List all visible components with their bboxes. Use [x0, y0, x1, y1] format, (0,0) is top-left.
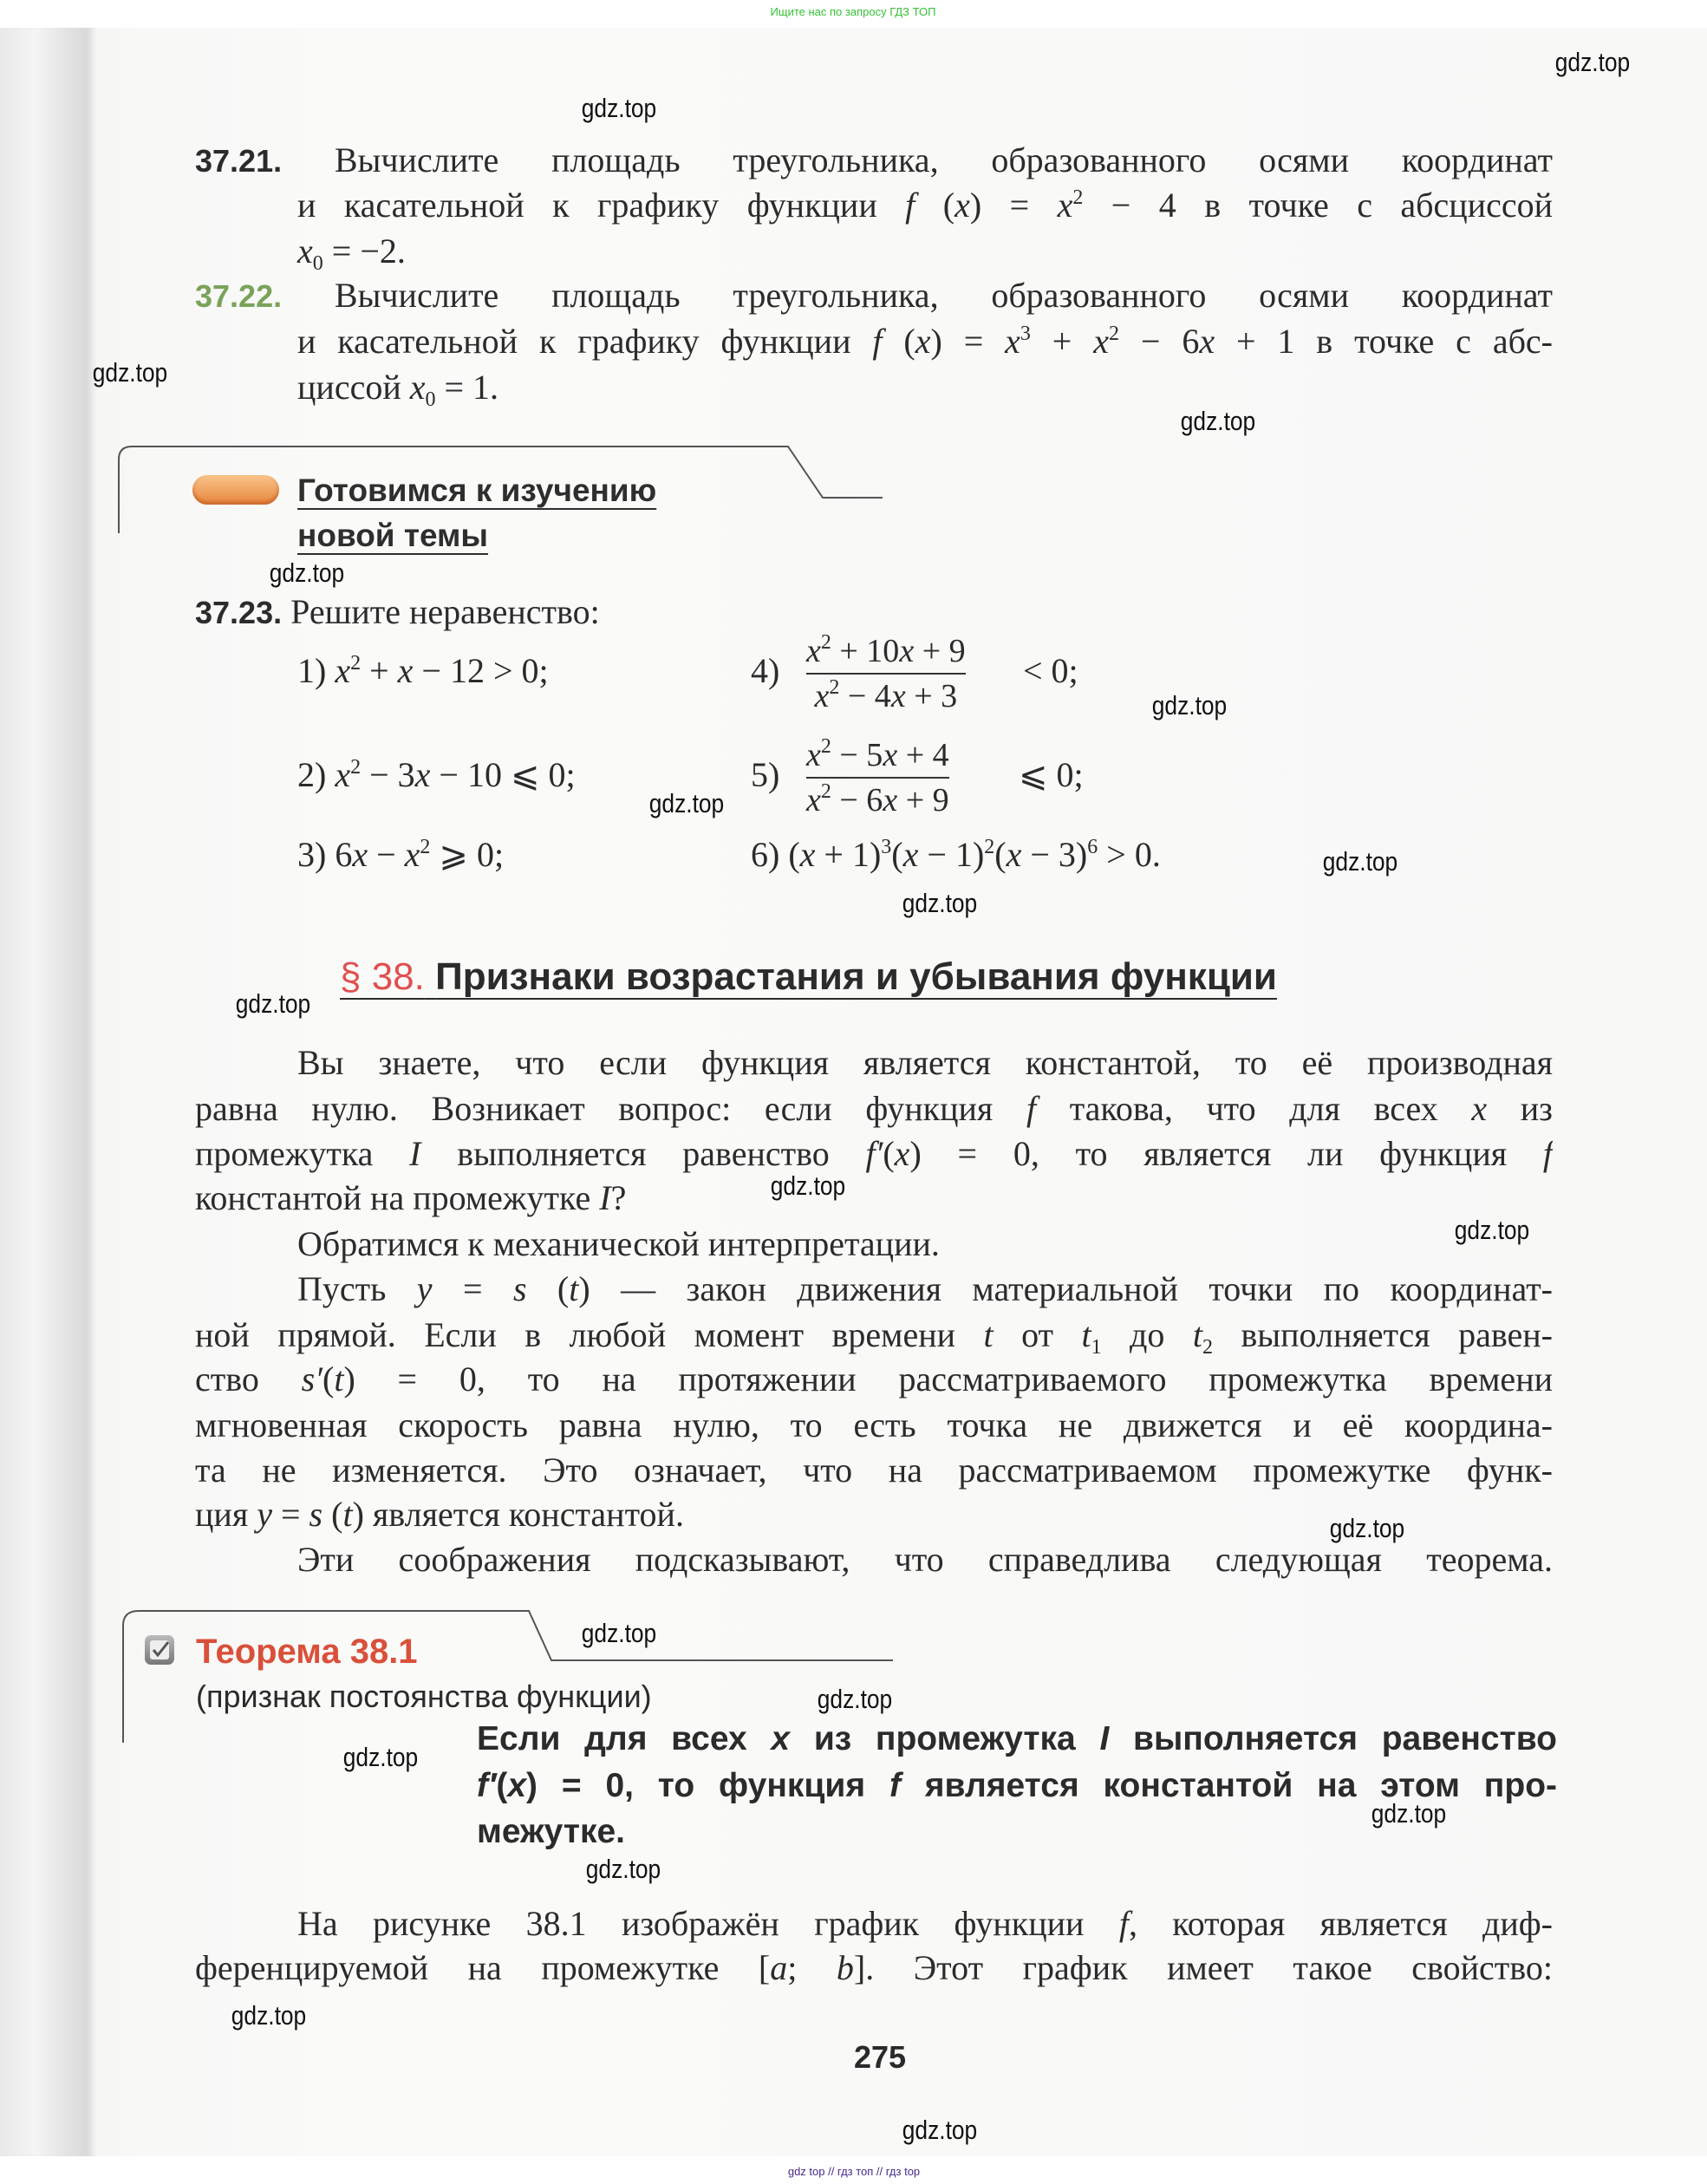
text-run: < 0; [1023, 651, 1078, 690]
math-var: y [257, 1495, 272, 1534]
watermark: gdz.top [342, 1742, 419, 1772]
text-run: 2) [297, 755, 336, 794]
text-run: ⩾ 0; [430, 835, 505, 874]
inequality-6 [751, 832, 1161, 877]
math-var: s [512, 1269, 527, 1308]
prep-heading-line: новой темы [297, 518, 489, 553]
math-var: x [414, 755, 431, 794]
math-var: x [771, 1720, 791, 1757]
text-run: выполняется равен- [1212, 1315, 1553, 1354]
watermark: gdz.top [581, 93, 657, 123]
text-run: и касательной к графику функции [297, 186, 906, 225]
math-var: x [409, 368, 426, 407]
math-var: f′ [477, 1767, 497, 1804]
text-run: ( [915, 186, 955, 225]
watermark: gdz.top [817, 1684, 893, 1714]
math-var: f [872, 322, 883, 361]
text-run: ; [787, 1948, 837, 1987]
theorem-subtitle: (признак постоянства функции) [196, 1679, 652, 1714]
text-run: − 3 [361, 755, 415, 794]
body-line [195, 1357, 1553, 1402]
text-run: и касательной к графику функции [297, 322, 873, 361]
text-run: ? [610, 1178, 627, 1217]
inequality-4-label [751, 649, 779, 694]
text-run: константой на промежутке [195, 1178, 600, 1217]
text-run: − 3) [1021, 835, 1088, 874]
math-var: f′ [865, 1134, 883, 1173]
text-run: Эти соображения подсказывают, что справедлива следующая теорема. [297, 1540, 1553, 1579]
watermark: gdz.top [235, 988, 311, 1019]
text-run: та не изменяется. Это означает, что на рассматриваемом промежутке функ- [195, 1451, 1553, 1490]
superscript: 2 [350, 652, 362, 675]
footer-links[interactable]: gdz top // гдз топ // гдз top [787, 2165, 921, 2178]
text-run: 3) 6 [297, 835, 353, 874]
math-var: t [342, 1495, 353, 1534]
superscript: 2 [820, 631, 831, 654]
math-var: x [806, 782, 821, 818]
text-run: ⩽ 0; [1019, 755, 1084, 794]
text-run: Вычислите площадь треугольника, образованного осями координат [282, 276, 1553, 315]
math-var: x [352, 835, 368, 874]
watermark: gdz.top [902, 2115, 978, 2145]
text-run: 5) [751, 755, 780, 794]
section-number: § 38. [340, 955, 425, 998]
math-var: x [883, 737, 898, 773]
text-run: ( [496, 1767, 508, 1804]
inequality-3 [297, 832, 504, 877]
text-run: ( [323, 1495, 343, 1534]
text-run: межутке. [477, 1813, 625, 1850]
body-line [297, 1901, 1553, 1946]
math-var: x [806, 737, 821, 773]
math-var: x [894, 1134, 910, 1173]
watermark: gdz.top [902, 888, 978, 918]
numerator [806, 629, 966, 673]
text-run: ( [891, 835, 903, 874]
body-line [195, 1131, 1553, 1177]
text-run: Если для всех [477, 1720, 772, 1757]
superscript: 2 [984, 836, 995, 858]
math-var: x [1005, 322, 1020, 361]
denominator [815, 675, 958, 718]
math-var: t [569, 1269, 579, 1308]
math-var: x [883, 782, 898, 818]
math-var: f [1026, 1089, 1037, 1128]
superscript: 2 [1109, 323, 1119, 345]
text-run: На рисунке 38.1 изображён график функции [297, 1904, 1119, 1943]
watermark: gdz.top [1322, 846, 1398, 877]
text-run: выполняется равенство [420, 1134, 866, 1173]
text-run: − 6 [831, 782, 883, 818]
text-run: Вы знаете, что если функция является константой, то её производная [297, 1043, 1553, 1082]
checkbox-icon [145, 1635, 174, 1665]
theorem-title: Теорема 38.1 [196, 1633, 418, 1671]
inequality-5-label [751, 753, 779, 798]
text-run: = −2. [323, 231, 406, 271]
math-var: x [1057, 186, 1073, 225]
watermark: gdz.top [581, 1618, 657, 1648]
watermark: gdz.top [1180, 406, 1256, 436]
body-line [195, 1946, 1553, 1991]
orange-pill-icon [192, 475, 279, 505]
body-line [297, 1040, 1553, 1085]
text-run: ) — закон движения материальной точки по координат- [578, 1269, 1553, 1308]
math-var: x [335, 755, 351, 794]
watermark: gdz.top [231, 2000, 307, 2031]
inequality-5-tail [1019, 753, 1084, 798]
body-line [195, 1176, 626, 1221]
text-run: − 10 ⩽ 0; [430, 755, 576, 794]
text-run: − 4 [839, 678, 891, 714]
watermark: gdz.top [1454, 1215, 1530, 1245]
math-var: s [309, 1495, 323, 1534]
text-run: + 1) [815, 835, 882, 874]
problem-37-23-title [195, 590, 600, 635]
text-run: − [368, 835, 405, 874]
body-line [195, 1403, 1553, 1448]
subscript: 2 [1202, 1336, 1213, 1358]
math-var: x [814, 678, 830, 714]
watermark: gdz.top [1151, 690, 1228, 720]
text-run: 1) [297, 651, 336, 690]
text-run: Обратимся к механической интерпретации. [297, 1224, 940, 1263]
text-run: + 9 [897, 782, 949, 818]
math-var: x [1006, 835, 1022, 874]
denominator [806, 779, 949, 822]
text-run: ) = 0, то функция [526, 1767, 889, 1804]
math-var: f [889, 1767, 901, 1804]
math-var: a [770, 1948, 788, 1987]
page-number: 275 [853, 2039, 907, 2075]
math-var: I [599, 1178, 611, 1217]
watermark: gdz.top [1554, 47, 1631, 77]
superscript: 2 [350, 756, 362, 779]
text-run: Пусть [297, 1269, 417, 1308]
text-run: ) = [930, 322, 1006, 361]
inequality-1 [297, 649, 549, 694]
body-line [195, 1086, 1553, 1131]
math-var: x [899, 633, 915, 669]
text-run: ция [195, 1495, 257, 1534]
text-run: + 10 [831, 633, 900, 669]
watermark: gdz.top [269, 557, 345, 588]
watermark: gdz.top [92, 357, 168, 388]
text-run: 4) [751, 651, 780, 690]
body-line [195, 1313, 1553, 1358]
math-var: x [890, 678, 906, 714]
problem-number: 37.22. [195, 278, 283, 314]
text-run: > 0. [1098, 835, 1161, 874]
text-run: ) = 0, то является ли функция [909, 1134, 1543, 1173]
text-run: ]. Этот график имеет такое свойство: [853, 1948, 1553, 1987]
watermark: gdz.top [585, 1854, 661, 1884]
math-var: x [335, 651, 351, 690]
math-var: x [1471, 1089, 1488, 1128]
text-run: + [361, 651, 398, 690]
math-var: x [404, 835, 420, 874]
text-run: = [271, 1495, 309, 1534]
text-run: Решите неравенство: [282, 592, 600, 631]
math-var: f [1118, 1904, 1129, 1943]
text-run: ) является константой. [352, 1495, 684, 1534]
text-run: является константой на этом про- [900, 1767, 1557, 1804]
body-line [195, 1492, 684, 1537]
text-run: ( [322, 1359, 335, 1398]
subscript: 0 [312, 252, 323, 275]
text-run: ( [883, 1134, 895, 1173]
math-var: x [1093, 322, 1109, 361]
text-run: , которая является диф- [1128, 1904, 1553, 1943]
math-var: f [905, 186, 915, 225]
text-run: циссой [297, 368, 410, 407]
superscript: 2 [820, 735, 831, 758]
section-heading [340, 954, 1277, 1001]
superscript: 3 [1020, 323, 1031, 345]
text-run: из [1487, 1089, 1553, 1128]
subscript: 0 [425, 388, 436, 411]
text-run: − 6 [1119, 322, 1200, 361]
superscript: 2 [820, 780, 831, 803]
math-var: I [1099, 1720, 1110, 1757]
text-run: − 4 в точке с абсциссой [1083, 186, 1553, 225]
text-run: выполняется равенство [1109, 1720, 1557, 1757]
text-run: 6) ( [751, 835, 800, 874]
math-var: s′ [301, 1359, 323, 1398]
text-run: ( [882, 322, 915, 361]
text-run: такова, что для всех [1036, 1089, 1472, 1128]
math-var: y [416, 1269, 433, 1308]
math-var: x [902, 835, 919, 874]
math-var: t [983, 1315, 994, 1354]
math-var: x [806, 633, 821, 669]
section-title: Признаки возрастания и убывания функции [435, 955, 1277, 998]
top-banner: Ищите нас по запросу ГДЗ ТОП [770, 5, 936, 18]
theorem-statement-line [477, 1717, 1557, 1762]
superscript: 2 [1072, 186, 1084, 209]
body-line [195, 1448, 1553, 1493]
math-var: t [1192, 1315, 1202, 1354]
text-run: ( [526, 1269, 570, 1308]
text-run: ) = [969, 186, 1058, 225]
subscript: 1 [1091, 1336, 1102, 1358]
superscript: 2 [420, 836, 431, 858]
text-run: + 9 [914, 633, 966, 669]
math-var: x [799, 835, 816, 874]
text-run: до [1101, 1315, 1193, 1354]
text-run: Вычислите площадь треугольника, образованного осями координат [282, 140, 1553, 179]
problem-number: 37.23. [195, 595, 283, 630]
watermark: gdz.top [648, 788, 725, 818]
math-var: x [1199, 322, 1215, 361]
math-var: x [297, 231, 313, 271]
superscript: 3 [881, 836, 892, 858]
math-var: x [507, 1767, 527, 1804]
superscript: 6 [1087, 836, 1098, 858]
math-var: x [397, 651, 414, 690]
body-line [297, 1222, 940, 1267]
text-run: = [432, 1269, 513, 1308]
math-var: I [409, 1134, 421, 1173]
text-run: + 1 в точке с абс- [1215, 322, 1553, 361]
prep-heading-line: Готовимся к изучению [297, 473, 657, 508]
watermark: gdz.top [1371, 1798, 1447, 1829]
numerator [806, 733, 949, 777]
text-run: ство [195, 1359, 302, 1398]
text-run: + [1030, 322, 1094, 361]
inequality-5-fraction [806, 733, 949, 822]
text-run: равна нулю. Возникает вопрос: если функция [195, 1089, 1026, 1128]
text-run: промежутка [195, 1134, 410, 1173]
math-var: b [836, 1948, 854, 1987]
superscript: 2 [829, 676, 840, 699]
text-run: мгновенная скорость равна нулю, то есть точка не движется и её координа- [195, 1405, 1553, 1444]
inequality-2 [297, 753, 576, 798]
watermark: gdz.top [770, 1170, 846, 1201]
math-var: x [954, 186, 970, 225]
text-run: ной прямой. Если в любой момент времени [195, 1315, 984, 1354]
body-line [297, 1267, 1553, 1312]
text-run: ) = 0, то на протяжении рассматриваемого промежутка времени [343, 1359, 1553, 1398]
text-run: − 5 [831, 737, 883, 773]
text-run: − 12 > 0; [413, 651, 549, 690]
inequality-4-tail [1023, 649, 1078, 694]
math-var: x [915, 322, 931, 361]
inequality-4-fraction [806, 629, 966, 718]
text-run: ференцируемой на промежутке [ [195, 1948, 771, 1987]
math-var: f [1542, 1134, 1553, 1173]
text-run: + 3 [905, 678, 958, 714]
problem-number: 37.21. [195, 143, 283, 179]
text-run: − 1) [918, 835, 985, 874]
text-run: + 4 [897, 737, 949, 773]
text-run: ( [994, 835, 1007, 874]
math-var: t [334, 1359, 344, 1398]
text-run: из промежутка [790, 1720, 1100, 1757]
watermark: gdz.top [1329, 1513, 1405, 1543]
text-run: = 1. [435, 368, 499, 407]
text-run: от [993, 1315, 1082, 1354]
math-var: t [1081, 1315, 1091, 1354]
